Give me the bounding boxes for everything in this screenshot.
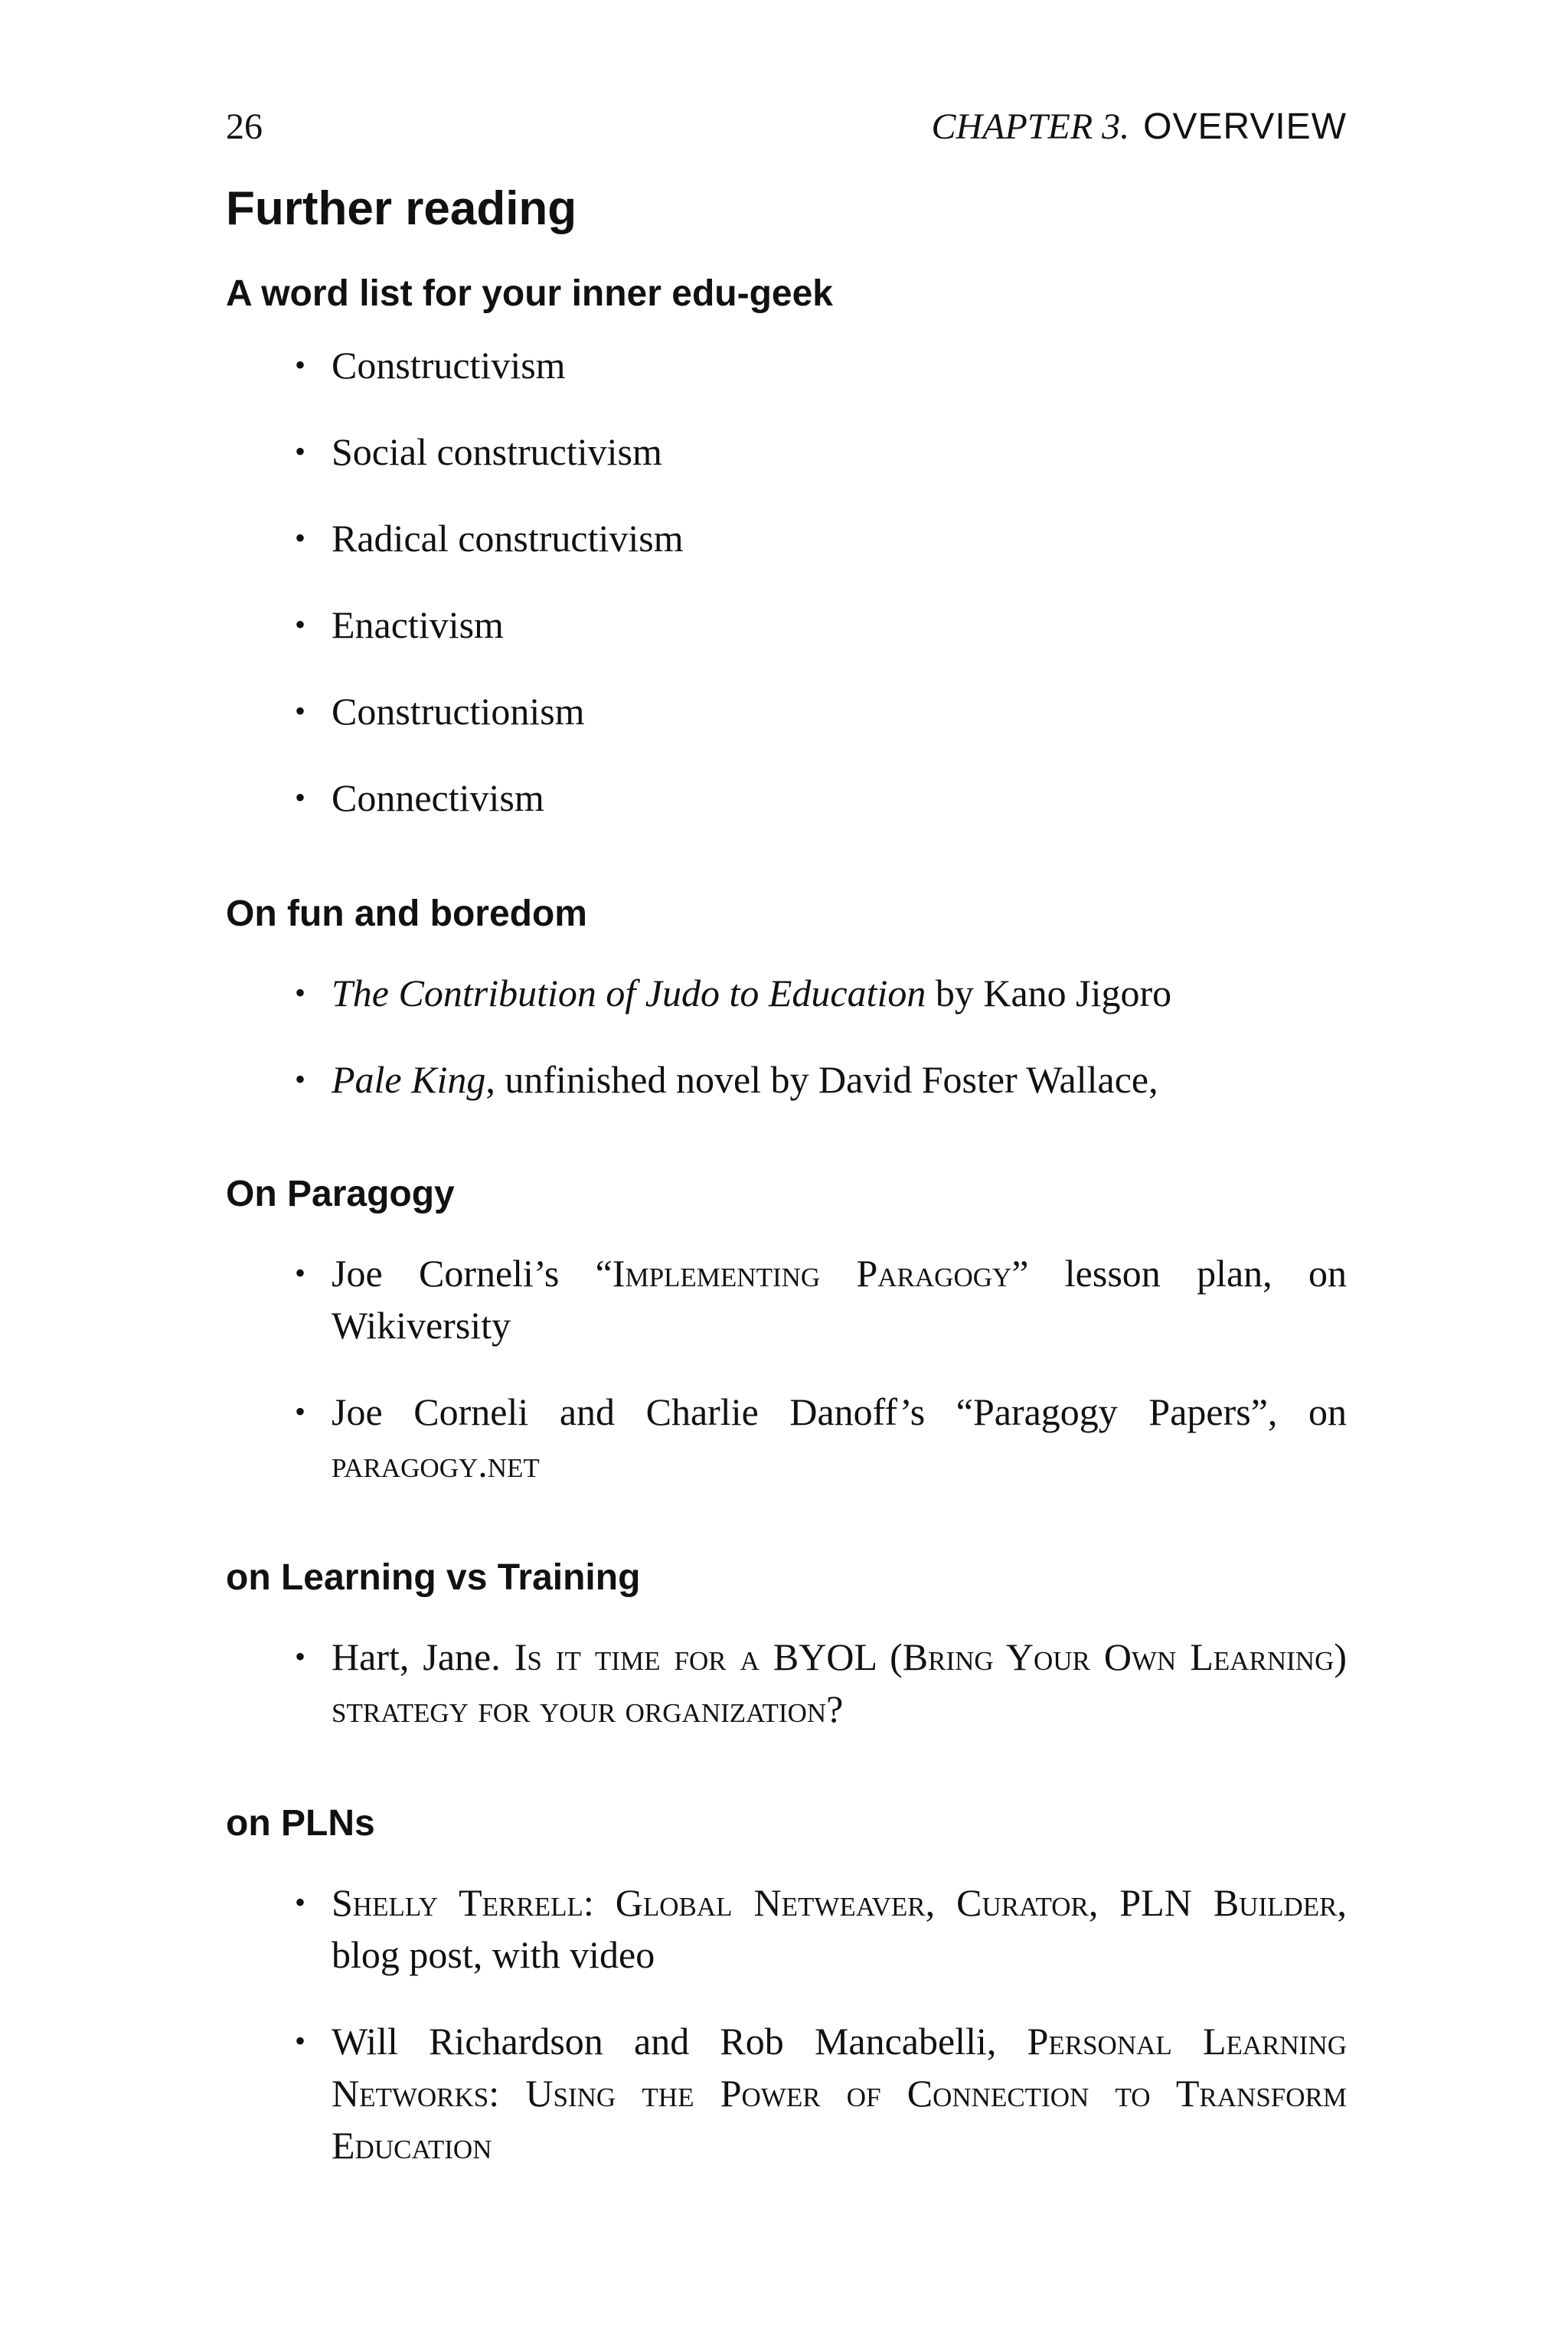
list-item [226,772,1347,824]
list-item [226,426,1347,478]
reading-list [226,1631,1347,1735]
book-link[interactable]: Personal Learning Networks: Using the Power of Connection to Transform Education [332,2020,1347,2167]
chapter-heading [932,104,1348,150]
item-text: Hart, Jane. [332,1635,514,1678]
paragogy-net-link[interactable]: paragogy.net [332,1442,540,1485]
list-item-text: Social constructivism [332,430,662,473]
list-item-text: Constructivism [332,344,566,387]
list-item [226,512,1347,564]
item-text: Joe Corneli and Charlie Danoff’s “Paragogy Papers”, on [332,1390,1347,1433]
lesson-plan-link[interactable]: Implementing Paragogy [612,1252,1012,1295]
book-title: The Contribution of Judo to Education [332,972,926,1014]
subsection-learning-training [226,1555,1347,1735]
page-number: 26 [226,106,263,147]
subsection-title: On Paragogy [226,1174,455,1214]
list-item [226,967,1347,1019]
bullet-icon: • [295,1639,306,1674]
subsection-title: on PLNs [226,1803,375,1844]
bullet-icon: • [295,1062,306,1096]
reading-list [226,1877,1347,2171]
book-author: by Kano Jigoro [926,972,1172,1014]
bullet-icon: • [295,607,306,642]
subsection-word-list [226,271,1347,824]
item-text: ” lesson plan, on Wikiversity [332,1252,1347,1347]
bullet-icon: • [295,1885,306,1919]
subsection-paragogy [226,1171,1347,1490]
chapter-title: OVERVIEW [1143,106,1347,147]
subsection-title: A word list for your inner edu-geek [226,273,833,314]
blog-post-link[interactable]: Shelly Terrell: Global Netweaver, Curator, PLN Builder [332,1881,1338,1924]
bullet-icon: • [295,694,306,728]
list-item-text: Radical constructivism [332,517,684,560]
list-item [226,339,1347,391]
list-item-text: Constructionism [332,690,585,733]
subsection-title: On fun and boredom [226,893,587,934]
list-item-text: Enactivism [332,603,504,646]
reading-list [226,1247,1347,1490]
bullet-icon: • [295,1256,306,1290]
bullet-icon: • [295,521,306,555]
bullet-icon: • [295,348,306,382]
chapter-label: CHAPTER 3. [931,106,1130,147]
bullet-icon: • [295,975,306,1010]
article-link[interactable]: Is it time for a BYOL (Bring Your Own Learning) strategy for your organization? [332,1635,1347,1730]
list-item [226,599,1347,651]
reading-list [226,967,1347,1106]
item-text: Will Richardson and Rob Mancabelli, [332,2020,1027,2063]
list-item [226,1877,1347,1981]
list-item [226,1247,1347,1351]
running-header [226,104,1347,150]
word-list [226,339,1347,824]
bullet-icon: • [295,434,306,469]
list-item [226,1631,1347,1735]
bullet-icon: • [295,2024,306,2058]
subsection-title: on Learning vs Training [226,1557,641,1598]
list-item-text: Connectivism [332,776,544,819]
bullet-icon: • [295,780,306,815]
list-item [226,1054,1347,1106]
book-title: Pale King [332,1058,486,1101]
list-item [226,685,1347,737]
item-text: , blog post, with video [332,1881,1347,1976]
item-text: Joe Corneli’s “ [332,1252,612,1295]
list-item [226,1386,1347,1490]
book-description: , unfinished novel by David Foster Wallace, [485,1058,1158,1101]
subsection-fun-boredom [226,891,1347,1106]
bullet-icon: • [295,1394,306,1429]
section-title: Further reading [226,182,577,235]
list-item [226,2015,1347,2171]
subsection-plns [226,1801,1347,2171]
